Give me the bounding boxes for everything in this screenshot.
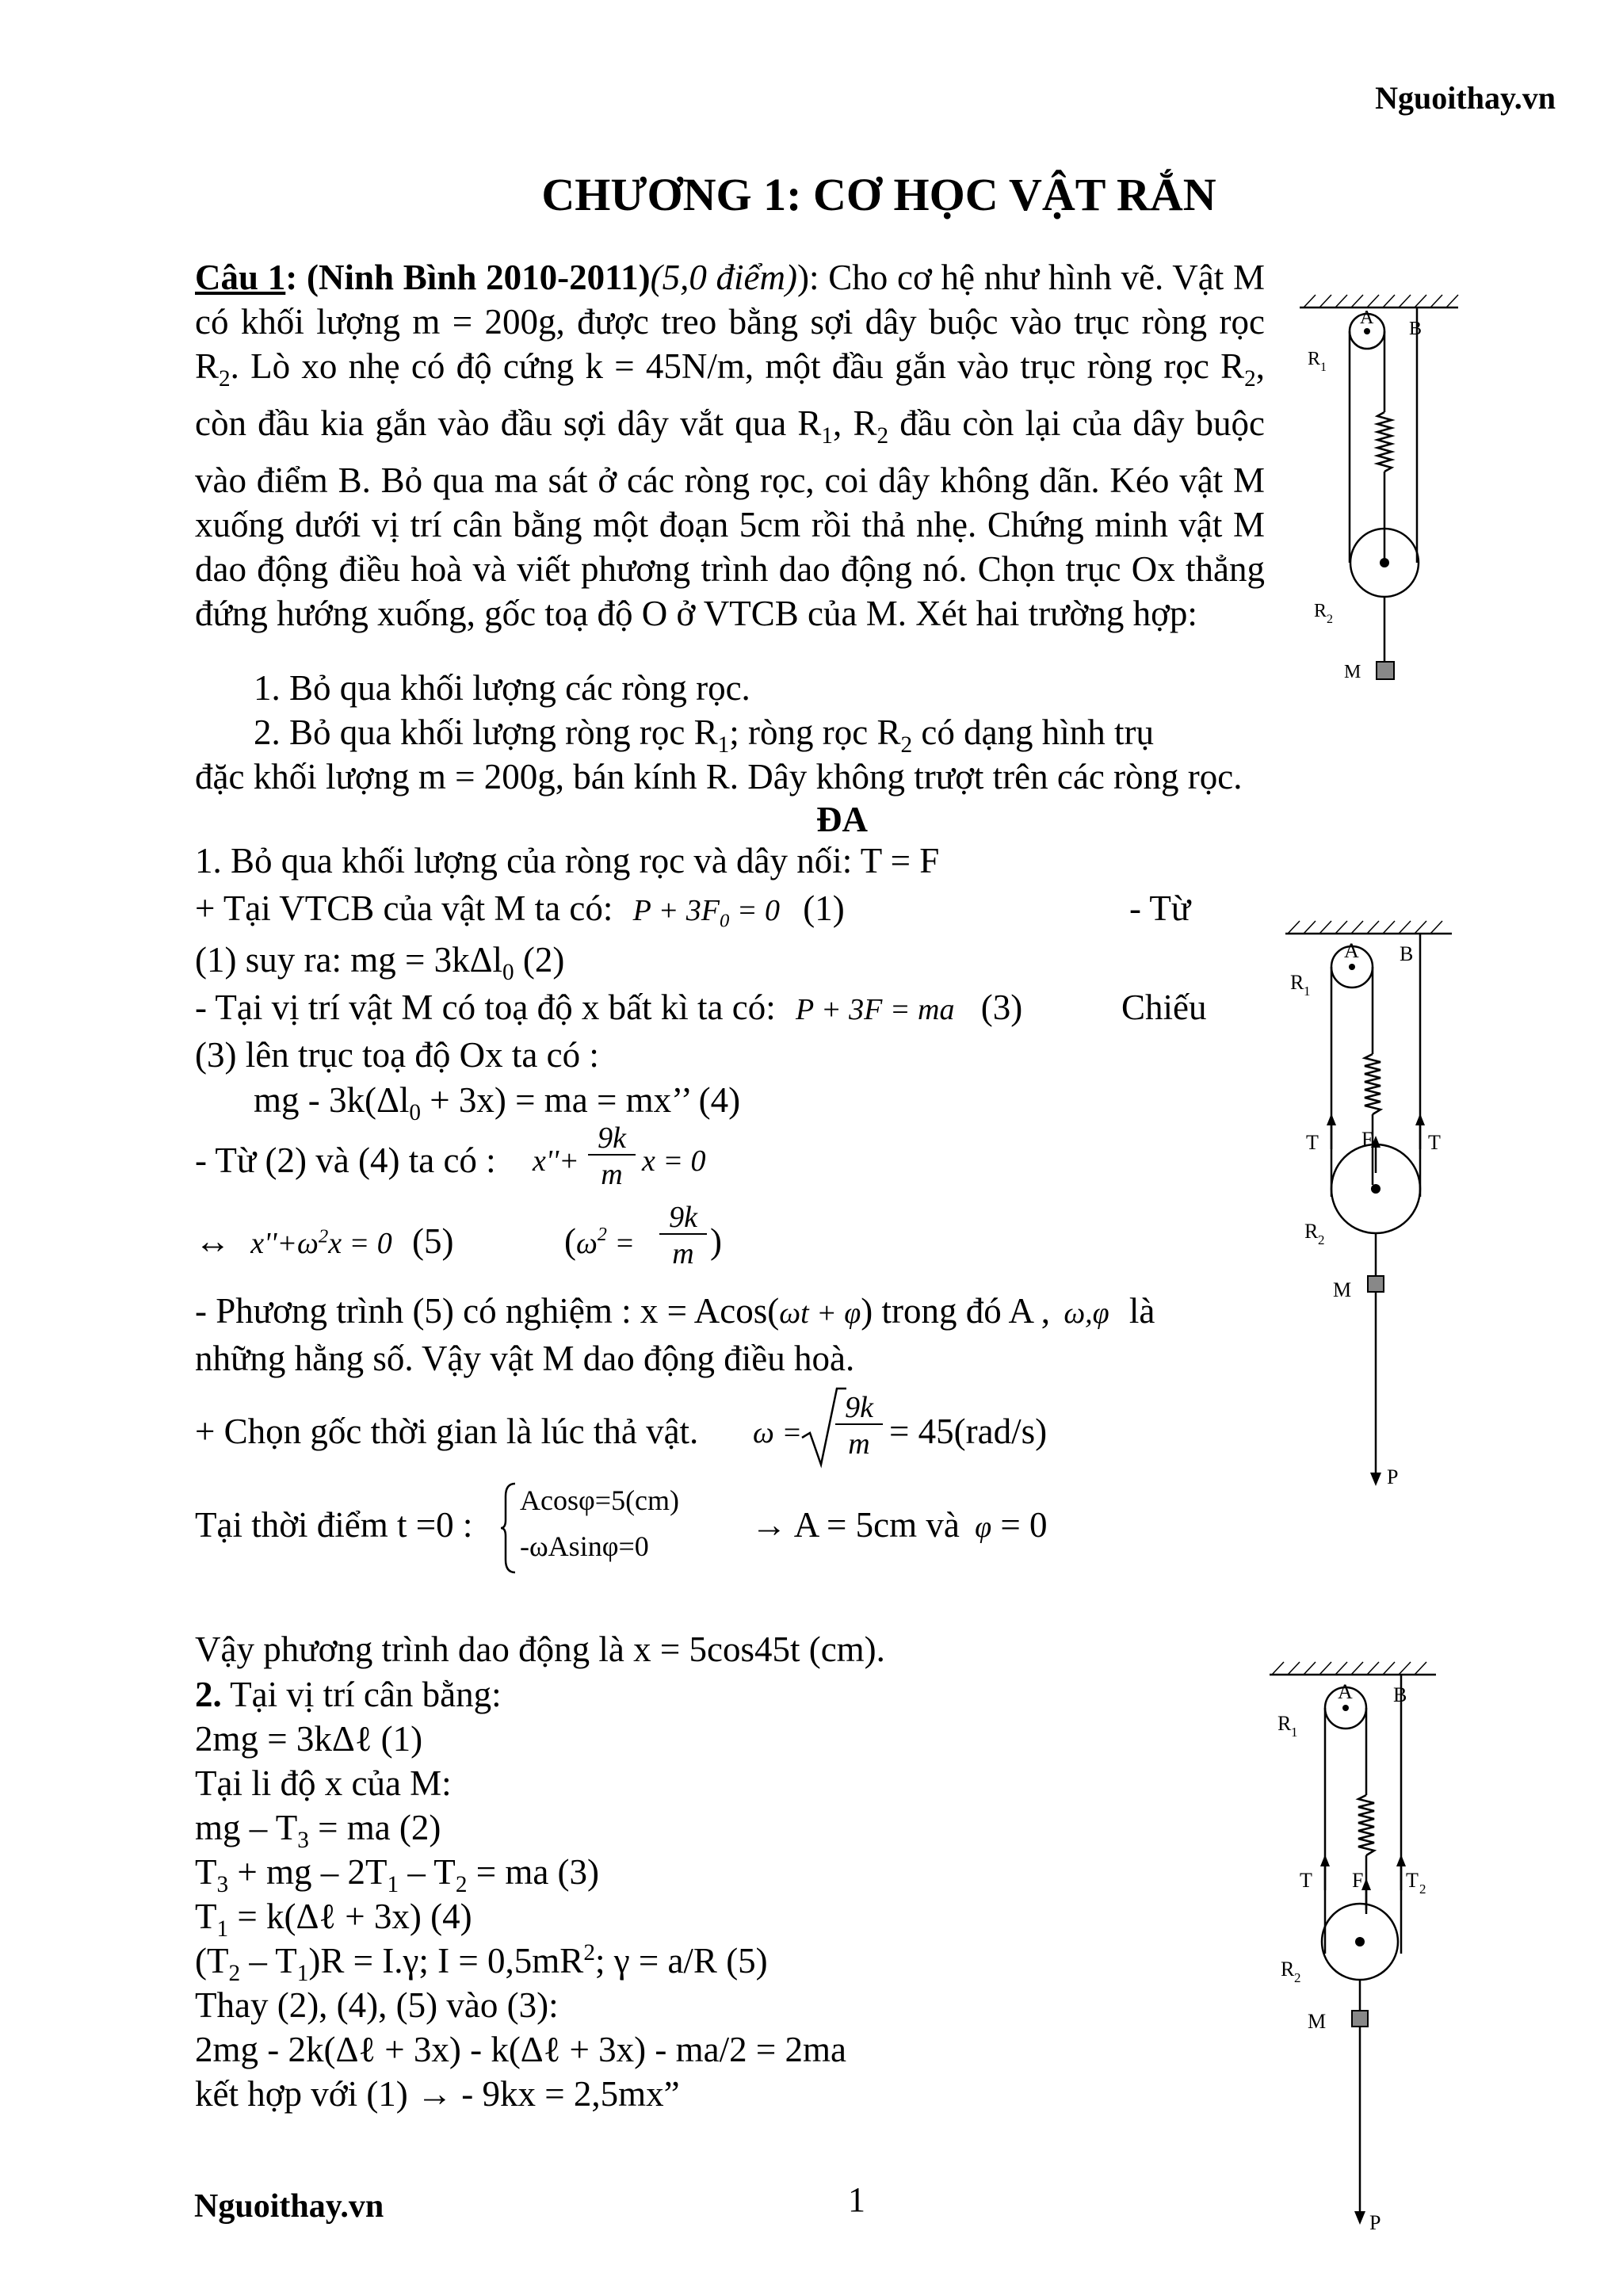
figure-1-pulley-system	[1292, 293, 1482, 690]
svg-text:T: T	[1406, 1869, 1419, 1892]
question-label: Câu 1	[195, 258, 286, 297]
svg-text:F: F	[1352, 1869, 1364, 1892]
figure-3-force-diagram	[1260, 1652, 1466, 2235]
svg-text:R: R	[1314, 601, 1327, 621]
svg-text:1: 1	[1304, 984, 1311, 999]
answer-line-13: Vậy phương trình dao động là x = 5cos45t (cm).	[195, 1629, 885, 1669]
answer-line-8: ↔ $x''+\omega^2x = 0$ (5)	[195, 1221, 454, 1261]
system-eq-2: -ωAsinφ=0	[520, 1530, 649, 1562]
answer-line-6: mg - $3k(\Delta l_0 + 3x)$ = ma = mx’’ (4)	[254, 1080, 741, 1125]
svg-text:2: 2	[1318, 1232, 1325, 1247]
answer-line-12: Tại thời điểm t =0 :	[195, 1505, 473, 1545]
page-number: 1	[848, 2180, 865, 2219]
svg-text:2: 2	[1327, 613, 1333, 626]
svg-text:A: A	[1344, 939, 1359, 962]
answer-line-1: 1. Bỏ qua khối lượng của ròng rọc và dây nối: T = F	[195, 841, 940, 881]
answer-line-11: + Chọn gốc thời gian là lúc thả vật.	[195, 1412, 699, 1451]
answer-line-22: 2mg - 2k(Δℓ + 3x) - k(Δℓ + 3x) - ma/2 = 2ma	[195, 2030, 846, 2069]
label-a: A	[1360, 308, 1374, 328]
answer-line-17: mg – $T_3$ = ma (2)	[195, 1808, 441, 1853]
svg-text:2: 2	[1294, 1970, 1301, 1985]
label-t-left: T	[1306, 1131, 1319, 1154]
answer-line-21: Thay (2), (4), (5) vào (3):	[195, 1985, 559, 2025]
answer-line-14: 2. Tại vị trí cân bằng:	[195, 1675, 502, 1714]
site-header: Nguoithay.vn	[1375, 80, 1556, 116]
answer-line-15: 2mg = 3kΔℓ (1)	[195, 1719, 423, 1759]
svg-text:P: P	[1369, 2211, 1381, 2234]
answer-line-4: - Tại vị trí vật M có toạ độ x bất kì ta có: P + 3F = ma (3)	[195, 988, 1023, 1027]
svg-text:M: M	[1333, 1278, 1352, 1301]
system-eq-1: Acosφ=5(cm)	[520, 1484, 680, 1516]
label-p: P	[1387, 1465, 1399, 1488]
svg-text:1: 1	[1291, 1725, 1298, 1740]
answer-line-5: (3) lên trục toạ độ Ox ta có :	[195, 1035, 599, 1075]
svg-text:B: B	[1400, 942, 1414, 965]
case-2: 2. Bỏ qua khối lượng ròng rọc $R_1$; ròng rọc $R_2$ có dạng hình trụ	[254, 712, 1155, 758]
site-footer: Nguoithay.vn	[194, 2188, 384, 2225]
answer-line-2: + Tại VTCB của vật M ta có: $P + 3F_0 = 0$ (1)	[195, 888, 845, 932]
svg-text:M: M	[1308, 2010, 1327, 2033]
svg-text:R: R	[1290, 971, 1304, 994]
figure-2-force-diagram	[1276, 911, 1482, 1490]
answer-line-16: Tại li độ x của M:	[195, 1763, 452, 1803]
svg-text:B: B	[1393, 1683, 1407, 1706]
answer-line-20: $(T_2 - T_1)R = I.\gamma$; $I = 0,5mR^2$; γ = a/R (5)	[195, 1940, 768, 1986]
answer-heading: ĐA	[816, 800, 868, 839]
svg-text:R: R	[1308, 349, 1321, 369]
svg-text:R: R	[1281, 1958, 1295, 1981]
svg-text:A: A	[1338, 1680, 1353, 1703]
svg-text:R: R	[1304, 1220, 1319, 1243]
question-source: (Ninh Bình 2010-2011)	[307, 258, 651, 297]
label-m: M	[1344, 662, 1361, 682]
svg-text:R: R	[1277, 1712, 1292, 1735]
question-intro: ): Cho cơ hệ như hình vẽ. Vật M có khối lượng m = 200g, được treo bằng sợi dây buộc vào trục ròng rọc R	[195, 258, 1265, 386]
equilibrium-equation: $P + 3F_0 = 0$	[632, 894, 781, 932]
label-b: B	[1409, 319, 1423, 339]
answer-line-19: $T_1$ = k(Δℓ + 3x) (4)	[195, 1897, 472, 1942]
svg-text:T: T	[1300, 1869, 1312, 1892]
answer-line-18: $T_3$ + mg – $2T_1 - T_2$ = ma (3)	[195, 1852, 600, 1897]
svg-text:2: 2	[1419, 1881, 1426, 1897]
question-points: (5,0 điểm)	[650, 258, 798, 297]
chapter-title: CHƯƠNG 1: CƠ HỌC VẬT RẮN	[541, 169, 1216, 220]
svg-text:1: 1	[1320, 361, 1327, 374]
label-f: F	[1361, 1128, 1373, 1151]
system-brace	[499, 1480, 518, 1576]
answer-line-7: - Từ (2) và (4) ta có :	[195, 1140, 496, 1180]
answer-line-3: (1) suy ra: mg = 3kΔl$_0$ (2)	[195, 940, 565, 985]
case-2-cont: đặc khối lượng m = 200g, bán kính R. Dây không trượt trên các ròng rọc.	[195, 757, 1243, 797]
label-t-right: T	[1428, 1131, 1441, 1154]
answer-line-23: kết hợp với (1) → - 9kx = 2,5mx”	[195, 2074, 680, 2114]
question-paragraph: Câu 1: (Ninh Bình 2010-2011)(5,0 điểm)): Cho cơ hệ như hình vẽ. Vật M có khối lượng m = 200g, được treo bằng sợi dây buộc vào trục ròng rọc $R_2$. Lò xo nhẹ có độ cứng k = 45N/m, một đầu gắn vào trục ròng rọc $R_2$, còn đầu kia gắn vào đầu sợi dây vắt qua $R_1$, $R_2$ đầu còn lại của dây buộc vào điểm B. Bỏ qua ma sát ở các ròng rọc, coi dây không dãn. Kéo vật M xuống dưới vị trí cân bằng một đoạn 5cm rồi thả nhẹ. Chứng minh vật M dao động điều hoà và viết phương trình dao động nó. Chọn trục Ox thẳng đứng hướng xuống, gốc toạ độ O ở VTCB của M. Xét hai trường hợp:	[195, 258, 1265, 633]
answer-line-10: những hằng số. Vậy vật M dao động điều hoà.	[195, 1339, 855, 1378]
case-1: 1. Bỏ qua khối lượng các ròng rọc.	[254, 668, 750, 708]
answer-line-9: - Phương trình (5) có nghiệm : x = Acos(ωt + φ) trong đó A , ω,φ là	[195, 1291, 1155, 1331]
